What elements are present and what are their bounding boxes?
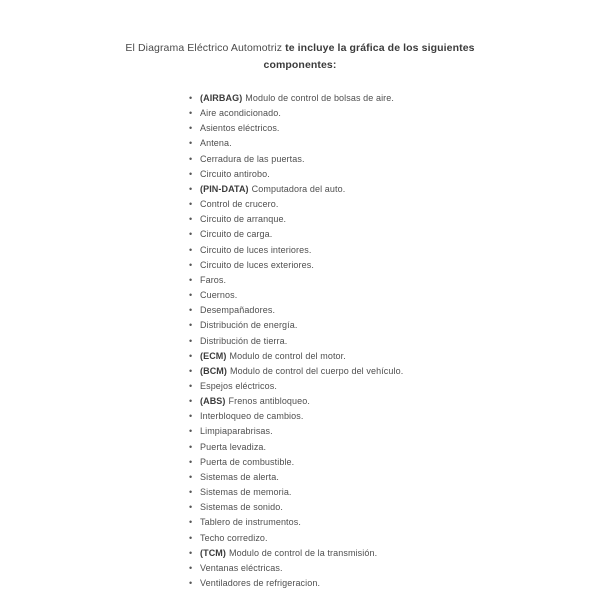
bullet-icon: • bbox=[189, 547, 193, 558]
item-keyword: (AIRBAG) bbox=[200, 93, 243, 103]
list-item bbox=[189, 91, 600, 106]
bullet-icon: • bbox=[189, 350, 193, 361]
list-item bbox=[189, 197, 600, 212]
list-item bbox=[189, 379, 600, 394]
list-item bbox=[189, 531, 600, 546]
item-keyword: (ABS) bbox=[200, 396, 226, 407]
list-item bbox=[189, 182, 600, 197]
list-item bbox=[189, 106, 600, 121]
bullet-icon: • bbox=[189, 93, 193, 103]
components-list bbox=[189, 91, 600, 591]
item-text: Circuito de carga. bbox=[200, 229, 273, 240]
item-text: Ventiladores de refrigeracion. bbox=[200, 578, 321, 588]
bullet-icon: • bbox=[189, 487, 193, 498]
item-text: Modulo de control de bolsas de aire. bbox=[245, 93, 394, 103]
item-text: Distribución de energía. bbox=[200, 320, 298, 331]
list-item bbox=[189, 364, 600, 379]
list-item bbox=[189, 258, 600, 273]
list-item bbox=[189, 515, 600, 530]
list-item bbox=[189, 409, 600, 424]
bullet-icon: • bbox=[189, 108, 193, 119]
bullet-icon: • bbox=[189, 229, 193, 240]
bullet-icon: • bbox=[189, 365, 193, 376]
item-text: Control de crucero. bbox=[200, 199, 279, 210]
bullet-icon: • bbox=[189, 335, 193, 346]
item-text: Tablero de instrumentos. bbox=[200, 517, 301, 528]
item-text: Espejos eléctricos. bbox=[200, 380, 277, 391]
bullet-icon: • bbox=[189, 274, 193, 285]
list-item bbox=[189, 121, 600, 136]
item-text: Interbloqueo de cambios. bbox=[200, 411, 304, 422]
bullet-icon: • bbox=[189, 502, 193, 513]
list-item bbox=[189, 485, 600, 500]
item-text: Modulo de control del motor. bbox=[229, 350, 346, 361]
bullet-icon: • bbox=[189, 411, 193, 422]
list-item bbox=[189, 334, 600, 349]
bullet-icon: • bbox=[189, 471, 193, 482]
item-text: Circuito antirobo. bbox=[200, 168, 270, 179]
list-item bbox=[189, 546, 600, 561]
list-item bbox=[189, 136, 600, 151]
list-item bbox=[189, 576, 600, 591]
bullet-icon: • bbox=[189, 259, 193, 270]
item-text: Puerta de combustible. bbox=[200, 456, 295, 467]
item-text: Circuito de luces interiores. bbox=[200, 244, 312, 255]
item-keyword: (TCM) bbox=[200, 547, 226, 558]
item-text: Asientos eléctricos. bbox=[200, 123, 280, 134]
item-keyword: (PIN-DATA) bbox=[200, 183, 249, 194]
list-item bbox=[189, 394, 600, 409]
item-text: Circuito de arranque. bbox=[200, 214, 287, 225]
list-item bbox=[189, 318, 600, 333]
list-item bbox=[189, 212, 600, 227]
bullet-icon: • bbox=[189, 426, 193, 437]
bullet-icon: • bbox=[189, 532, 193, 543]
list-item bbox=[189, 243, 600, 258]
list-item bbox=[189, 440, 600, 455]
item-text: Puerta levadiza. bbox=[200, 441, 267, 452]
bullet-icon: • bbox=[189, 123, 193, 134]
item-text: Faros. bbox=[200, 274, 227, 285]
bullet-icon: • bbox=[189, 214, 193, 225]
list-item bbox=[189, 561, 600, 576]
item-text: Sistemas de sonido. bbox=[200, 502, 283, 513]
item-text: Sistemas de alerta. bbox=[200, 471, 279, 482]
list-item bbox=[189, 152, 600, 167]
page-title bbox=[0, 40, 600, 74]
bullet-icon: • bbox=[189, 456, 193, 467]
bullet-icon: • bbox=[189, 517, 193, 528]
bullet-icon: • bbox=[189, 320, 193, 331]
bullet-icon: • bbox=[189, 168, 193, 179]
item-text: Distribución de tierra. bbox=[200, 335, 288, 346]
bullet-icon: • bbox=[189, 244, 193, 255]
list-item bbox=[189, 303, 600, 318]
item-text: Modulo de control del cuerpo del vehículo. bbox=[230, 365, 404, 376]
list-item bbox=[189, 424, 600, 439]
bullet-icon: • bbox=[189, 562, 193, 573]
list-item bbox=[189, 500, 600, 515]
item-text: Computadora del auto. bbox=[251, 183, 346, 194]
item-text: Limpiaparabrisas. bbox=[200, 426, 273, 437]
item-text: Techo corredizo. bbox=[200, 532, 268, 543]
bullet-icon: • bbox=[189, 199, 193, 210]
item-text: Antena. bbox=[200, 138, 232, 149]
title-bold-text: te incluye la gráfica de los siguientes bbox=[285, 42, 475, 54]
list-item bbox=[189, 455, 600, 470]
list-item bbox=[189, 227, 600, 242]
list-item bbox=[189, 349, 600, 364]
bullet-icon: • bbox=[189, 183, 193, 194]
item-text: Ventanas eléctricas. bbox=[200, 562, 283, 573]
title-regular-text: El Diagrama Eléctrico Automotriz bbox=[125, 42, 283, 54]
bullet-icon: • bbox=[189, 305, 193, 316]
bullet-icon: • bbox=[189, 578, 193, 588]
item-text: Frenos antibloqueo. bbox=[228, 396, 310, 407]
title-bold-text-line2: componentes: bbox=[263, 59, 337, 71]
list-item bbox=[189, 273, 600, 288]
item-text: Cerradura de las puertas. bbox=[200, 153, 305, 164]
item-text: Modulo de control de la transmisión. bbox=[229, 547, 378, 558]
item-text: Sistemas de memoria. bbox=[200, 487, 292, 498]
bullet-icon: • bbox=[189, 396, 193, 407]
item-text: Circuito de luces exteriores. bbox=[200, 259, 314, 270]
list-item bbox=[189, 288, 600, 303]
bullet-icon: • bbox=[189, 290, 193, 301]
item-text: Desempañadores. bbox=[200, 305, 276, 316]
list-item bbox=[189, 167, 600, 182]
item-keyword: (BCM) bbox=[200, 365, 227, 376]
item-text: Cuernos. bbox=[200, 290, 238, 301]
bullet-icon: • bbox=[189, 441, 193, 452]
bullet-icon: • bbox=[189, 153, 193, 164]
list-item bbox=[189, 470, 600, 485]
bullet-icon: • bbox=[189, 138, 193, 149]
bullet-icon: • bbox=[189, 380, 193, 391]
item-keyword: (ECM) bbox=[200, 350, 227, 361]
item-text: Aire acondicionado. bbox=[200, 108, 281, 119]
